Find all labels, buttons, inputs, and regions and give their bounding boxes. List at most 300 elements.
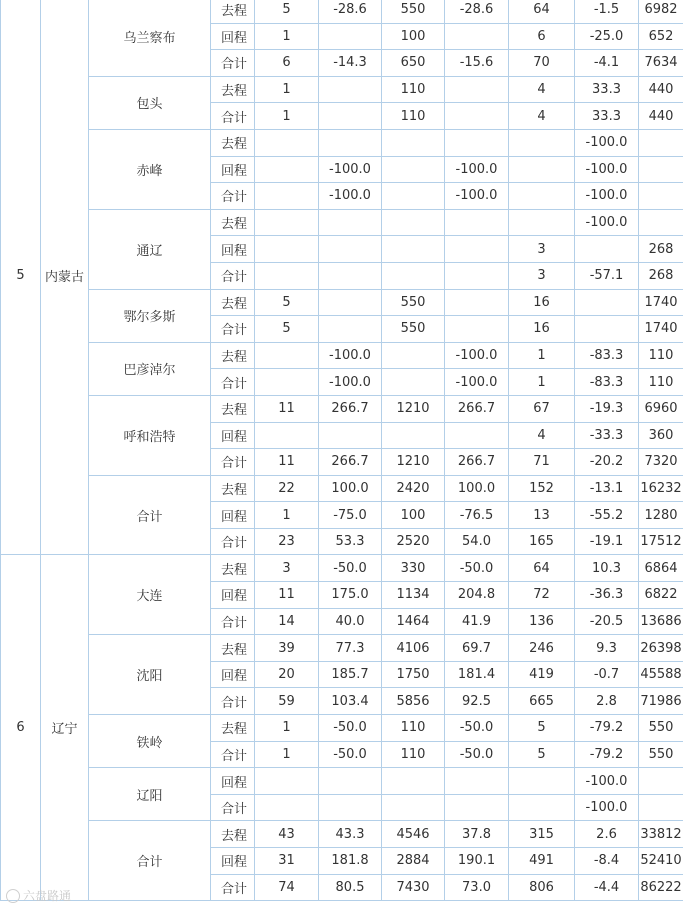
value-cell [255,236,319,263]
value-cell: 71 [509,449,575,476]
value-cell: 4106 [382,635,445,662]
table-row [1,395,683,422]
value-cell: -20.2 [575,449,639,476]
value-cell [255,156,319,183]
city-cell: 包头 [89,76,211,129]
value-cell: 7430 [382,874,445,901]
city-cell: 铁岭 [89,715,211,768]
city-cell: 鄂尔多斯 [89,289,211,342]
value-cell: 9.3 [575,635,639,662]
value-cell: 1210 [382,395,445,422]
value-cell: 31 [255,848,319,875]
value-cell: 110 [382,103,445,130]
value-cell: 110 [382,715,445,742]
value-cell [445,316,509,343]
value-cell: 5 [509,715,575,742]
city-cell: 通辽 [89,209,211,289]
value-cell [639,768,683,795]
value-cell: -100.0 [319,183,382,210]
value-cell: 1740 [639,316,683,343]
value-cell: 1 [255,103,319,130]
value-cell [255,794,319,821]
value-cell: 5 [255,289,319,316]
value-cell: -55.2 [575,502,639,529]
value-cell: 7634 [639,50,683,77]
table-row [1,0,683,23]
value-cell: 5 [255,316,319,343]
value-cell: -100.0 [319,369,382,396]
group-number-cell: 6 [1,555,41,901]
value-cell: 491 [509,848,575,875]
direction-cell: 合计 [211,262,255,289]
value-cell: 26398 [639,635,683,662]
value-cell: -28.6 [445,0,509,23]
direction-cell: 去程 [211,209,255,236]
value-cell: 13686 [639,608,683,635]
value-cell: 266.7 [319,395,382,422]
value-cell: -100.0 [575,156,639,183]
value-cell: 11 [255,395,319,422]
table-row [1,209,683,236]
direction-cell: 去程 [211,129,255,156]
value-cell [319,76,382,103]
value-cell: 1 [255,23,319,50]
value-cell: 136 [509,608,575,635]
direction-cell: 去程 [211,555,255,582]
city-cell: 巴彦淖尔 [89,342,211,395]
value-cell [509,156,575,183]
value-cell: 330 [382,555,445,582]
value-cell: 11 [255,449,319,476]
value-cell: 2884 [382,848,445,875]
value-cell: -100.0 [445,156,509,183]
direction-cell: 去程 [211,475,255,502]
table-row [1,475,683,502]
value-cell: -100.0 [575,768,639,795]
value-cell [575,236,639,263]
value-cell: 266.7 [445,395,509,422]
value-cell [382,236,445,263]
value-cell [382,768,445,795]
value-cell: -100.0 [445,342,509,369]
value-cell: 440 [639,103,683,130]
value-cell: 4 [509,103,575,130]
value-cell: -100.0 [445,183,509,210]
table-row [1,129,683,156]
value-cell [382,422,445,449]
value-cell: 37.8 [445,821,509,848]
value-cell: 3 [509,236,575,263]
table-row [1,821,683,848]
table-row [1,342,683,369]
table-row [1,635,683,662]
brand-logo-icon [6,889,20,903]
value-cell: 185.7 [319,661,382,688]
value-cell: 6822 [639,582,683,609]
value-cell [639,156,683,183]
value-cell: -100.0 [445,369,509,396]
value-cell [319,289,382,316]
value-cell [319,103,382,130]
value-cell: 1280 [639,502,683,529]
value-cell [319,236,382,263]
value-cell: 41.9 [445,608,509,635]
value-cell: 550 [382,0,445,23]
value-cell: 5 [509,741,575,768]
value-cell [445,794,509,821]
table-row [1,715,683,742]
value-cell: 165 [509,528,575,555]
value-cell: -50.0 [445,555,509,582]
province-cell: 内蒙古 [41,0,89,555]
value-cell: 52410 [639,848,683,875]
value-cell: 16 [509,289,575,316]
value-cell: -50.0 [319,555,382,582]
value-cell: -79.2 [575,715,639,742]
value-cell [382,183,445,210]
value-cell [382,342,445,369]
value-cell: 39 [255,635,319,662]
value-cell: 11 [255,582,319,609]
value-cell: 1134 [382,582,445,609]
value-cell: 181.4 [445,661,509,688]
value-cell: -28.6 [319,0,382,23]
value-cell: 652 [639,23,683,50]
value-cell: -79.2 [575,741,639,768]
value-cell: 268 [639,236,683,263]
value-cell: 100 [382,23,445,50]
value-cell: -50.0 [319,715,382,742]
value-cell: 650 [382,50,445,77]
value-cell [575,316,639,343]
value-cell: 16 [509,316,575,343]
value-cell: 4 [509,422,575,449]
value-cell: 74 [255,874,319,901]
value-cell: -4.1 [575,50,639,77]
value-cell: 6864 [639,555,683,582]
value-cell: -13.1 [575,475,639,502]
direction-cell: 去程 [211,635,255,662]
direction-cell: 回程 [211,236,255,263]
value-cell [319,262,382,289]
value-cell: 86222 [639,874,683,901]
value-cell: 33.3 [575,76,639,103]
value-cell: 806 [509,874,575,901]
value-cell: 1 [255,715,319,742]
value-cell [319,316,382,343]
value-cell: 1740 [639,289,683,316]
value-cell: 3 [509,262,575,289]
value-cell: 53.3 [319,528,382,555]
value-cell: 419 [509,661,575,688]
value-cell [445,236,509,263]
value-cell [319,129,382,156]
value-cell: 152 [509,475,575,502]
value-cell [639,209,683,236]
value-cell: 22 [255,475,319,502]
value-cell [255,342,319,369]
table-row [1,76,683,103]
value-cell: -36.3 [575,582,639,609]
direction-cell: 回程 [211,848,255,875]
direction-cell: 回程 [211,23,255,50]
value-cell: -19.1 [575,528,639,555]
value-cell [509,129,575,156]
value-cell [255,369,319,396]
value-cell: 550 [639,715,683,742]
value-cell: -1.5 [575,0,639,23]
table-row [1,289,683,316]
direction-cell: 合计 [211,449,255,476]
direction-cell: 回程 [211,661,255,688]
direction-cell: 合计 [211,183,255,210]
direction-cell: 去程 [211,0,255,23]
value-cell: 1 [509,342,575,369]
direction-cell: 合计 [211,874,255,901]
value-cell [319,23,382,50]
direction-cell: 合计 [211,608,255,635]
value-cell: -50.0 [319,741,382,768]
value-cell [255,209,319,236]
city-cell: 沈阳 [89,635,211,715]
value-cell: -100.0 [319,156,382,183]
table-row [1,768,683,795]
value-cell: -75.0 [319,502,382,529]
value-cell: 550 [639,741,683,768]
value-cell: 5 [255,0,319,23]
value-cell: 1 [255,76,319,103]
value-cell: 665 [509,688,575,715]
value-cell [509,794,575,821]
direction-cell: 合计 [211,316,255,343]
value-cell [319,422,382,449]
value-cell: 1 [255,502,319,529]
value-cell: 440 [639,76,683,103]
direction-cell: 回程 [211,582,255,609]
value-cell: 20 [255,661,319,688]
value-cell: 268 [639,262,683,289]
value-cell: 23 [255,528,319,555]
value-cell: 5856 [382,688,445,715]
value-cell: 2.6 [575,821,639,848]
value-cell [382,129,445,156]
value-cell: 110 [639,342,683,369]
value-cell: 7320 [639,449,683,476]
group-number-cell: 5 [1,0,41,555]
city-cell: 乌兰察布 [89,0,211,76]
value-cell: -4.4 [575,874,639,901]
value-cell [255,768,319,795]
value-cell: 2520 [382,528,445,555]
value-cell [445,422,509,449]
value-cell: 40.0 [319,608,382,635]
value-cell: 110 [382,76,445,103]
value-cell: -83.3 [575,369,639,396]
direction-cell: 回程 [211,422,255,449]
direction-cell: 合计 [211,103,255,130]
value-cell: 72 [509,582,575,609]
value-cell: 1750 [382,661,445,688]
value-cell [382,794,445,821]
value-cell [255,422,319,449]
value-cell [319,768,382,795]
value-cell: 54.0 [445,528,509,555]
value-cell: 100.0 [319,475,382,502]
value-cell: -100.0 [575,794,639,821]
direction-cell: 合计 [211,741,255,768]
value-cell [509,768,575,795]
value-cell: 13 [509,502,575,529]
value-cell: 16232 [639,475,683,502]
value-cell: -57.1 [575,262,639,289]
value-cell: 14 [255,608,319,635]
watermark-text: 六盘路通 [23,889,72,903]
value-cell: 315 [509,821,575,848]
value-cell: 1 [255,741,319,768]
value-cell: -76.5 [445,502,509,529]
value-cell: 550 [382,289,445,316]
value-cell: 45588 [639,661,683,688]
value-cell: -83.3 [575,342,639,369]
value-cell [255,183,319,210]
value-cell: 1210 [382,449,445,476]
value-cell: -14.3 [319,50,382,77]
value-cell: 360 [639,422,683,449]
city-cell: 合计 [89,475,211,555]
value-cell [255,129,319,156]
value-cell: 80.5 [319,874,382,901]
direction-cell: 合计 [211,688,255,715]
value-cell: 64 [509,555,575,582]
value-cell [445,23,509,50]
value-cell: 92.5 [445,688,509,715]
value-cell [382,209,445,236]
value-cell: 2420 [382,475,445,502]
value-cell: 190.1 [445,848,509,875]
province-cell: 辽宁 [41,555,89,901]
value-cell: -100.0 [575,183,639,210]
value-cell: 70 [509,50,575,77]
value-cell: 10.3 [575,555,639,582]
value-cell: 6960 [639,395,683,422]
value-cell: 550 [382,316,445,343]
value-cell [382,369,445,396]
value-cell [639,794,683,821]
value-cell [445,76,509,103]
direction-cell: 去程 [211,289,255,316]
direction-cell: 合计 [211,794,255,821]
value-cell [319,209,382,236]
value-cell: -19.3 [575,395,639,422]
value-cell [382,262,445,289]
value-cell [445,103,509,130]
value-cell [509,209,575,236]
value-cell: 73.0 [445,874,509,901]
value-cell: -33.3 [575,422,639,449]
city-cell: 合计 [89,821,211,901]
value-cell: -15.6 [445,50,509,77]
value-cell: 4 [509,76,575,103]
city-cell: 大连 [89,555,211,635]
value-cell: 6982 [639,0,683,23]
value-cell: 175.0 [319,582,382,609]
direction-cell: 去程 [211,715,255,742]
table-row [1,555,683,582]
value-cell: 33.3 [575,103,639,130]
direction-cell: 回程 [211,156,255,183]
direction-cell: 合计 [211,50,255,77]
value-cell: -100.0 [319,342,382,369]
city-cell: 辽阳 [89,768,211,821]
value-cell [382,156,445,183]
value-cell: 77.3 [319,635,382,662]
direction-cell: 回程 [211,502,255,529]
value-cell: 204.8 [445,582,509,609]
value-cell: 2.8 [575,688,639,715]
direction-cell: 去程 [211,395,255,422]
value-cell: 246 [509,635,575,662]
value-cell [639,183,683,210]
value-cell: 64 [509,0,575,23]
value-cell: 67 [509,395,575,422]
value-cell [509,183,575,210]
value-cell: 43 [255,821,319,848]
value-cell: 103.4 [319,688,382,715]
value-cell: 69.7 [445,635,509,662]
value-cell: -25.0 [575,23,639,50]
value-cell [255,262,319,289]
city-cell: 呼和浩特 [89,395,211,475]
table-body [1,0,683,901]
value-cell: 17512 [639,528,683,555]
city-cell: 赤峰 [89,129,211,209]
value-cell: -50.0 [445,741,509,768]
value-cell: 110 [639,369,683,396]
value-cell [575,289,639,316]
value-cell: 1464 [382,608,445,635]
value-cell: 43.3 [319,821,382,848]
value-cell: 181.8 [319,848,382,875]
direction-cell: 合计 [211,369,255,396]
value-cell: -8.4 [575,848,639,875]
direction-cell: 去程 [211,76,255,103]
value-cell: 110 [382,741,445,768]
direction-cell: 去程 [211,821,255,848]
value-cell: -100.0 [575,209,639,236]
value-cell [445,262,509,289]
value-cell: 100.0 [445,475,509,502]
value-cell [639,129,683,156]
direction-cell: 合计 [211,528,255,555]
value-cell: -20.5 [575,608,639,635]
value-cell: 6 [255,50,319,77]
value-cell [445,209,509,236]
value-cell: 33812 [639,821,683,848]
value-cell [319,794,382,821]
value-cell: -50.0 [445,715,509,742]
value-cell: 4546 [382,821,445,848]
value-cell: 3 [255,555,319,582]
value-cell: 266.7 [445,449,509,476]
value-cell: 266.7 [319,449,382,476]
direction-cell: 回程 [211,768,255,795]
direction-cell: 去程 [211,342,255,369]
value-cell [445,768,509,795]
value-cell: -100.0 [575,129,639,156]
value-cell: 100 [382,502,445,529]
value-cell: 59 [255,688,319,715]
value-cell: 6 [509,23,575,50]
